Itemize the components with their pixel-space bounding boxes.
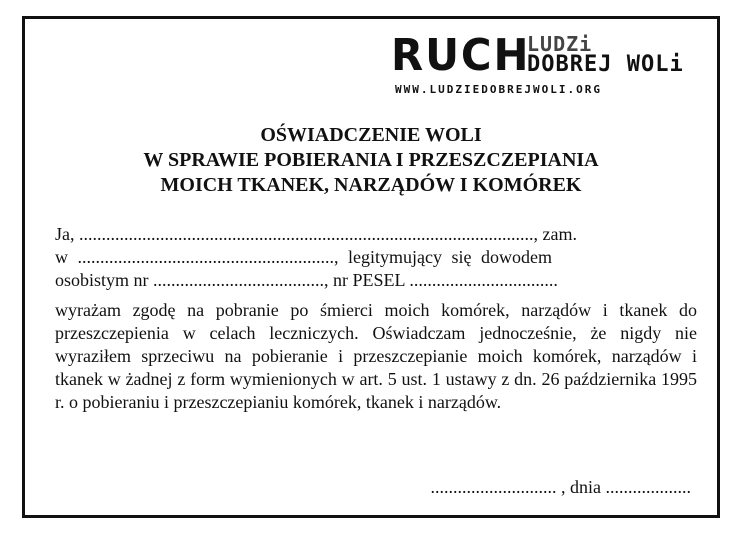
name-address-line: Ja, ....................................................................................................., zam. bbox=[55, 224, 577, 244]
title-line-3: MOICH TKANEK, NARZĄDÓW I KOMÓREK bbox=[160, 174, 582, 196]
logo-dobrej-woli-text: DOBREJ WOLi bbox=[527, 52, 684, 77]
ruch-ludzi-dobrej-woli-logo bbox=[391, 30, 701, 105]
declaration-body bbox=[55, 223, 697, 414]
declaration-card bbox=[22, 16, 720, 518]
title-line-1: OŚWIADCZENIE WOLI bbox=[260, 124, 482, 146]
signature-date-line: ............................ , dnia ................... bbox=[430, 477, 691, 497]
logo-ludzi-text: LUDZi bbox=[527, 32, 593, 56]
title-line-2: W SPRAWIE POBIERANIA I PRZESZCZEPIANIA bbox=[143, 149, 599, 171]
city-id-line: w ........................................................., legitymujący się dowodem bbox=[55, 247, 552, 267]
document-title bbox=[25, 123, 717, 198]
consent-paragraph: wyrażam zgodę na pobranie po śmierci moich komórek, narządów i tkanek do przeszczepienia w celach leczniczych. Oświadczam jednocześnie, że nigdy nie wyraziłem sprzeciwu na pobieranie i przeszczepianie moich komórek, narządów i tkanek w żadnej z form wymienionych w art. 5 ust. 1 ustawy z dn. 26 października 1995 r. o pobieraniu i przeszczepianiu komórek, tkanek i narządów. bbox=[55, 300, 697, 412]
id-pesel-line: osobistym nr ......................................, nr PESEL ................................. bbox=[55, 270, 558, 290]
logo-url: WWW.LUDZIEDOBREJWOLI.ORG bbox=[395, 83, 602, 96]
logo-ruch-text: RUCH bbox=[391, 30, 531, 81]
